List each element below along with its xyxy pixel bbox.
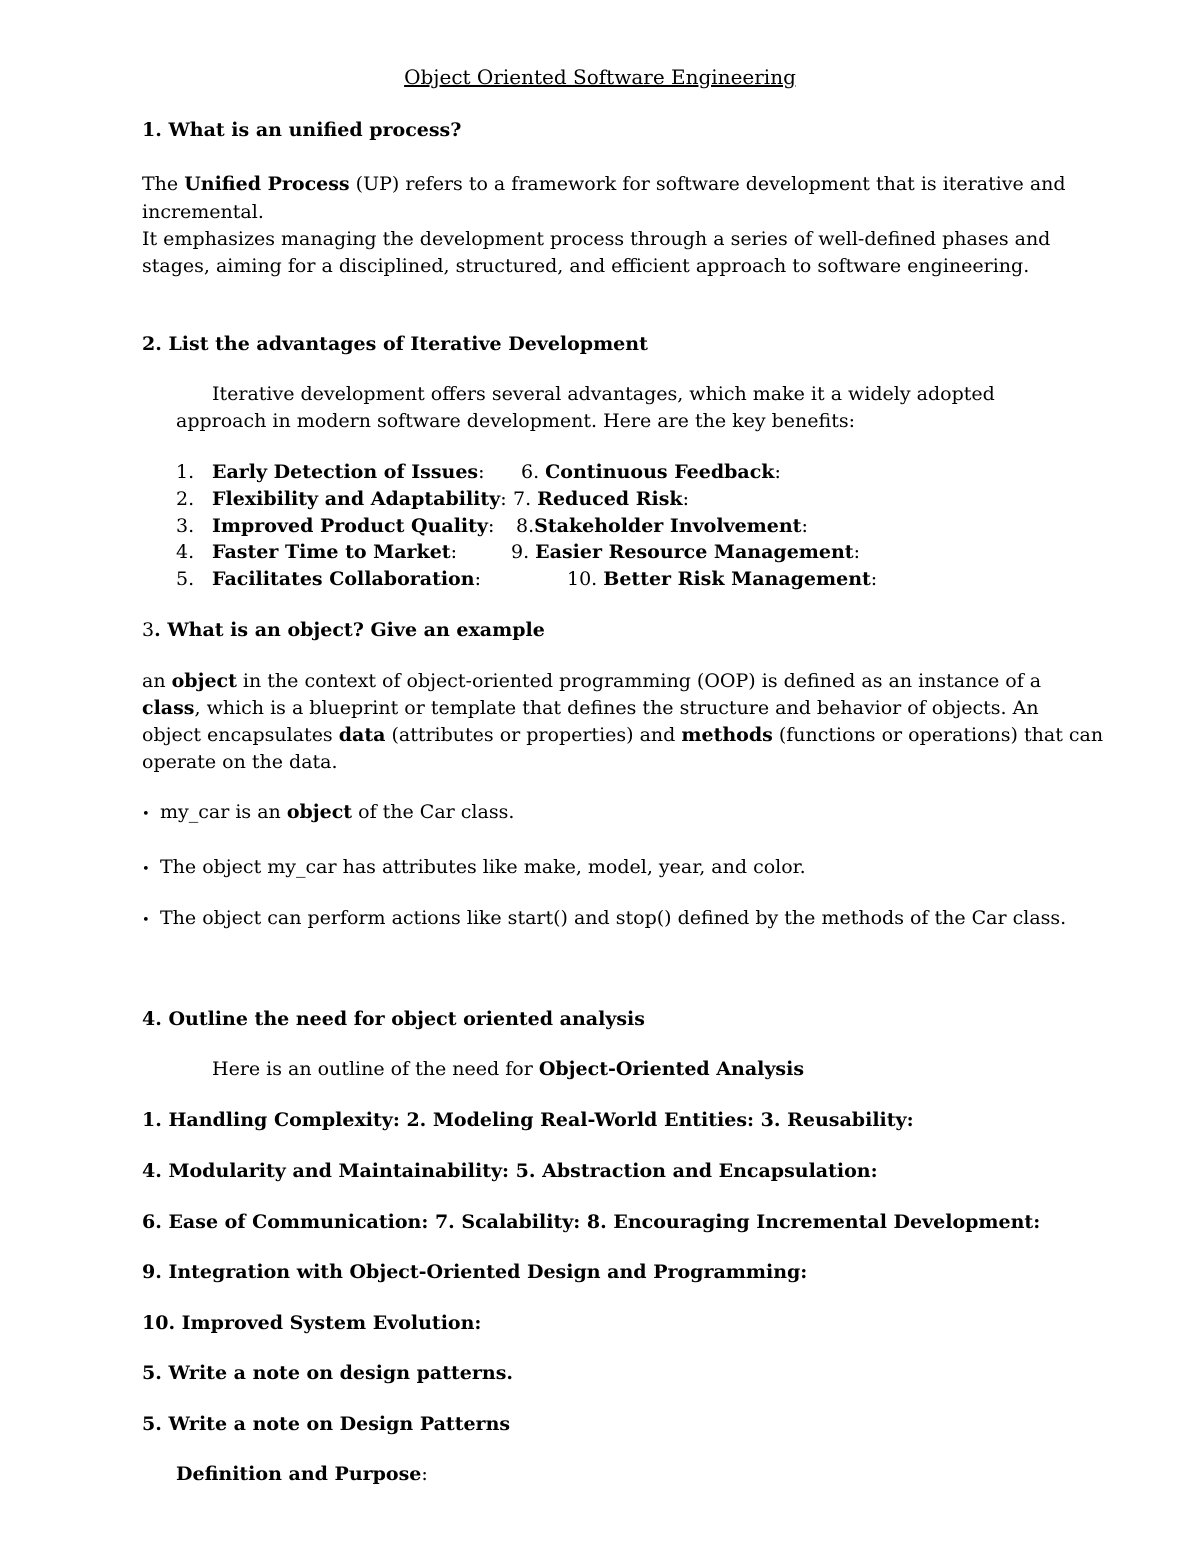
advantage-label: Stakeholder Involvement [534, 515, 802, 537]
q3-paragraph-line3 [142, 726, 1103, 745]
q3-bullet-1 [142, 803, 514, 822]
q1-text: The [142, 173, 185, 195]
q3-bullet-text: The object can perform actions like start() and stop() defined by the methods of the Car class. [160, 907, 1067, 929]
advantage-colon: : [870, 568, 878, 590]
q2-heading: 2. List the advantages of Iterative Development [142, 333, 648, 355]
q3-text: (functions or operations) that can [772, 724, 1104, 746]
advantage-item [511, 543, 860, 562]
advantage-number: 1. [176, 461, 195, 483]
q3-paragraph-line2 [142, 699, 1039, 718]
advantage-item [567, 570, 877, 589]
q3-paragraph-line1 [142, 672, 1041, 691]
q1-paragraph-line2: incremental. [142, 201, 264, 223]
q3-text: , which is a blueprint or template that defines the structure and behavior of objects. An [194, 697, 1039, 719]
advantage-number: 5. [176, 568, 195, 590]
advantage-item [521, 463, 781, 482]
q3-heading-number: 3 [142, 619, 155, 641]
advantage-label: Continuous Feedback [545, 461, 775, 483]
q4-heading: 4. Outline the need for object oriented analysis [142, 1008, 645, 1030]
advantage-item [176, 517, 494, 536]
q3-bullet-text: of the Car class. [352, 801, 515, 823]
advantage-colon: : [487, 515, 495, 537]
q4-need-row-5: 10. Improved System Evolution: [142, 1312, 482, 1334]
advantage-number: 10. [567, 568, 604, 590]
advantage-number: 8. [516, 515, 535, 537]
q1-heading: 1. What is an unified process? [142, 119, 462, 141]
advantage-item [516, 517, 808, 536]
advantage-colon: : [450, 541, 457, 563]
advantage-colon: : [682, 488, 689, 510]
advantage-label: Easier Resource Management [535, 541, 854, 563]
advantage-label: Facilitates Collaboration [212, 568, 475, 590]
advantage-item [176, 570, 481, 589]
advantage-label: Reduced Risk [537, 488, 683, 510]
advantage-number: 3. [176, 515, 195, 537]
q5-subheading-colon: : [421, 1463, 428, 1485]
q3-heading [142, 621, 545, 640]
q3-term-object: object [171, 670, 237, 692]
q5-subheading [176, 1465, 428, 1484]
q5-heading-a: 5. Write a note on design patterns. [142, 1362, 514, 1384]
q3-text: an [142, 670, 172, 692]
advantage-item [176, 490, 507, 509]
advantage-number: 2. [176, 488, 195, 510]
advantage-colon: : [853, 541, 860, 563]
bullet-icon: • [142, 807, 150, 822]
advantage-colon: : [474, 568, 481, 590]
advantage-item [176, 463, 485, 482]
q3-term-class: class [142, 697, 195, 719]
q4-need-row-3: 6. Ease of Communication: 7. Scalability: 8. Encouraging Incremental Development: [142, 1211, 1041, 1233]
advantage-item [176, 543, 457, 562]
q5-heading-b: 5. Write a note on Design Patterns [142, 1413, 511, 1435]
q3-text: (attributes or properties) and [385, 724, 682, 746]
q3-bullet-3 [142, 909, 1066, 928]
q1-paragraph-line1 [142, 175, 1066, 194]
advantage-colon: : [774, 461, 781, 483]
q4-intro-text: Here is an outline of the need for [212, 1058, 539, 1080]
advantage-number: 6. [521, 461, 546, 483]
advantage-label: Better Risk Management [603, 568, 871, 590]
q4-need-row-2: 4. Modularity and Maintainability: 5. Abstraction and Encapsulation: [142, 1160, 878, 1182]
advantage-item [513, 490, 689, 509]
advantage-label: Early Detection of Issues [212, 461, 479, 483]
bullet-icon: • [142, 862, 150, 877]
q4-intro [212, 1060, 804, 1079]
q3-bullet-text: my_car is an [160, 801, 287, 823]
q3-bullet-text: The object my_car has attributes like make, model, year, and color. [160, 856, 806, 878]
q4-need-row-1: 1. Handling Complexity: 2. Modeling Real-World Entities: 3. Reusability: [142, 1109, 914, 1131]
q1-paragraph-line3: It emphasizes managing the development process through a series of well-defined phases and [142, 228, 1051, 250]
advantage-number: 9. [511, 541, 536, 563]
q3-bullet-2 [142, 858, 806, 877]
q3-heading-text: . What is an object? Give an example [154, 619, 545, 641]
q3-text: in the context of object-oriented programming (OOP) is defined as an instance of a [236, 670, 1042, 692]
q3-text: object encapsulates [142, 724, 339, 746]
advantage-number: 4. [176, 541, 195, 563]
q3-term-data: data [338, 724, 386, 746]
bullet-icon: • [142, 913, 150, 928]
q3-bullet-term: object [286, 801, 353, 823]
q4-intro-term: Object-Oriented Analysis [538, 1058, 805, 1080]
q3-paragraph-line4: operate on the data. [142, 751, 338, 773]
q1-paragraph-line4: stages, aiming for a disciplined, structured, and efficient approach to software engineering. [142, 255, 1030, 277]
q3-term-methods: methods [681, 724, 773, 746]
advantage-label: Improved Product Quality [212, 515, 488, 537]
q2-intro-line1: Iterative development offers several advantages, which make it a widely adopted [212, 383, 995, 405]
advantage-colon: : [500, 488, 507, 510]
q1-term-unified-process: Unified Process [184, 173, 350, 195]
advantage-number: 7. [513, 488, 538, 510]
advantage-label: Faster Time to Market [212, 541, 451, 563]
advantage-colon: : [801, 515, 808, 537]
q2-intro-line2: approach in modern software development. Here are the key benefits: [176, 410, 855, 432]
advantage-label: Flexibility and Adaptability [212, 488, 501, 510]
advantage-colon: : [478, 461, 485, 483]
q4-need-row-4: 9. Integration with Object-Oriented Design and Programming: [142, 1261, 808, 1283]
page-title: Object Oriented Software Engineering [404, 65, 796, 89]
q1-text: (UP) refers to a framework for software development that is iterative and [349, 173, 1066, 195]
q5-subheading-label: Definition and Purpose [176, 1463, 422, 1485]
